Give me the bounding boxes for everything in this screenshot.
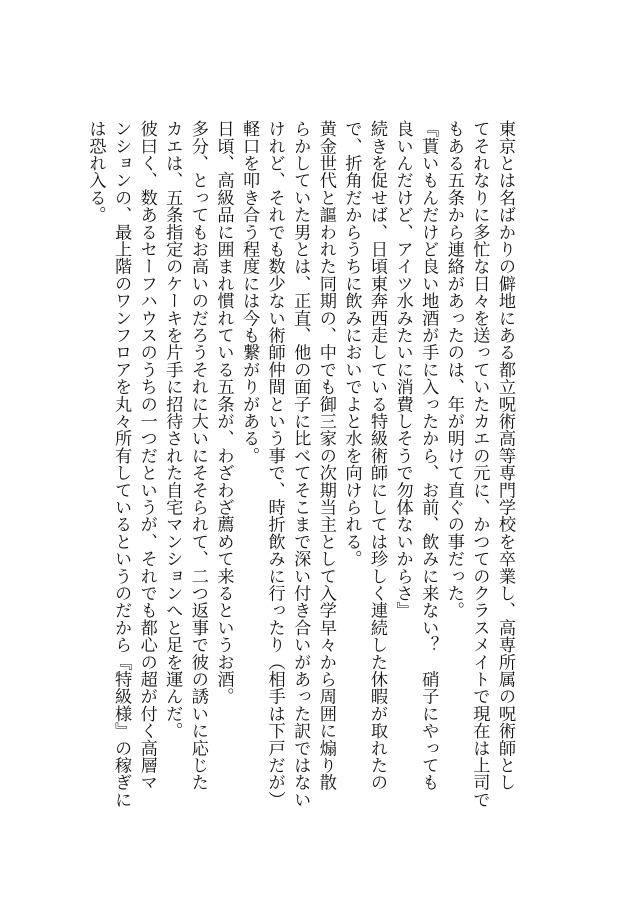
text-line: らかしていた男とは、正直、他の面子に比べてそこまで深い付き合いがあった訳ではない: [290, 120, 311, 808]
text-line: 彼曰く、数あるセーフハウスのうちの一つだというが、それでも都心の超が付く高層マ: [136, 120, 157, 791]
text-line: てそれなりに多忙な日々を送っていたカエの元に、かつてのクラスメイトで現在は上司で: [469, 120, 490, 808]
text-line: 日頃、高級品に囲まれ慣れている五条が、わざわざ薦めて来るというお酒。: [213, 120, 234, 705]
text-line: 黄金世代と謳われた同期の、中でも御三家の次期当主として入学早々から周囲に煽り散: [315, 120, 336, 791]
text-line: で、折角だからうちに飲みにおいでよと水を向けられる。: [341, 120, 362, 568]
text-line: けれど、それでも数少ない術師仲間という事で、時折飲みに行ったり（相手は下戸だが）: [264, 120, 285, 808]
text-line: カエは、五条指定のケーキを片手に招待された自宅マンションへと足を運んだ。: [162, 120, 183, 740]
text-line: 多分、とってもお高いのだろうそれに大いにそそられて、二つ返事で彼の誘いに応じた: [187, 120, 208, 791]
text-line: は恐れ入る。: [85, 120, 106, 224]
text-line: 続きを促せば、日頃東奔西走している特級術師にしては珍しく連続した休暇が取れたの: [367, 120, 388, 791]
text-line: 軽口を叩き合う程度には今も繋がりがある。: [239, 120, 260, 464]
text-line: もある五条から連絡があったのは、年が明けて直ぐの事だった。: [443, 120, 464, 619]
text-line: 良いんだけど、アイツ水みたいに消費しそうで勿体ないからさ』: [392, 120, 413, 619]
text-line: 『貰いもんだけど良い地酒が手に入ったから、お前、飲みに来ない？ 硝子にやっても: [418, 120, 439, 791]
vertical-text-block: [82, 120, 517, 808]
text-line: ンションの、最上階のワンフロアを丸々所有しているというのだから『特級様』の稼ぎに: [111, 120, 132, 808]
text-line: 東京とは名ばかりの僻地にある都立呪術高等専門学校を卒業し、高専所属の呪術師とし: [495, 120, 515, 791]
